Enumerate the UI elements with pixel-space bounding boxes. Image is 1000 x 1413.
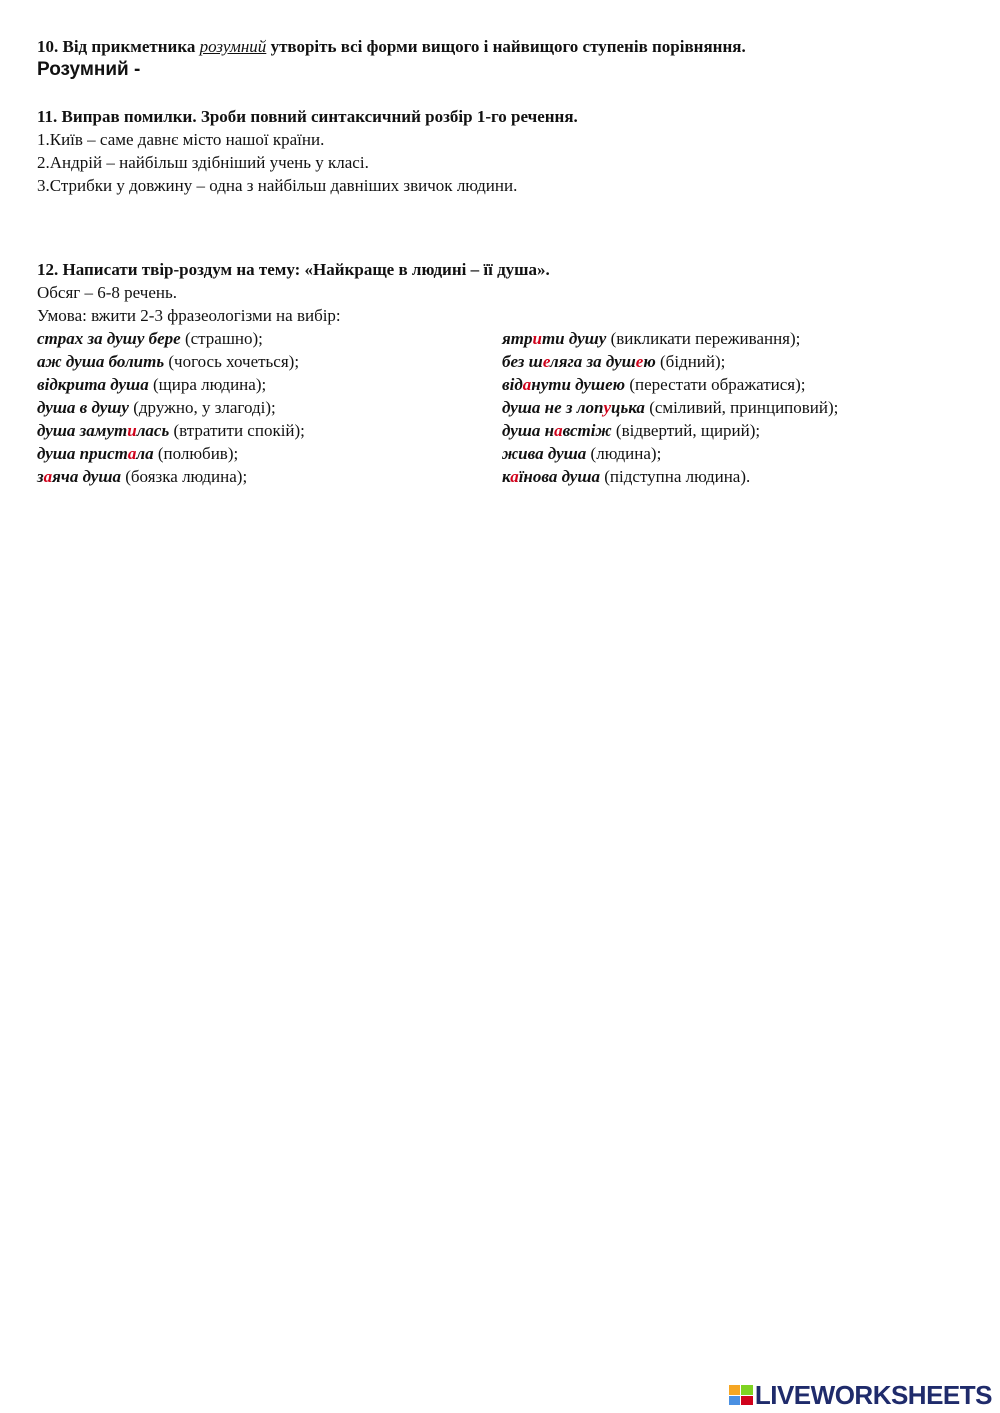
phraseology-item <box>502 442 967 465</box>
task10-prefix: 10. Від прикметника <box>37 37 200 56</box>
phrase-meaning: (дружно, у злагоді); <box>128 398 276 417</box>
task12-volume: Обсяг – 6-8 речень. <box>37 283 177 302</box>
liveworksheets-logo-icon <box>729 1385 753 1405</box>
phrase-meaning: (полюбив); <box>153 444 239 463</box>
stress-letter: и <box>127 421 137 440</box>
phrase-meaning: (підступна людина). <box>600 467 751 486</box>
phrase <box>502 467 600 486</box>
task10-word: розумний <box>199 37 267 56</box>
phrase-meaning: (втратити спокій); <box>169 421 305 440</box>
phrase-part: ти душу <box>541 329 607 348</box>
phraseology-column-right <box>502 327 967 488</box>
logo-square <box>741 1396 753 1406</box>
stress-letter: е <box>635 352 644 371</box>
stress-letter: а <box>554 421 563 440</box>
task10-suffix: утворіть всі форми вищого і найвищого ступенів порівняння. <box>266 37 746 56</box>
phrase-meaning: (відвертий, щирий); <box>611 421 761 440</box>
phraseology-item <box>37 396 502 419</box>
phrase-part: лась <box>136 421 170 440</box>
phraseology-item <box>502 350 967 373</box>
phrase-meaning: (страшно); <box>180 329 263 348</box>
phraseology-item <box>502 419 967 442</box>
phrase-meaning: (боязка людина); <box>121 467 248 486</box>
phraseology-item <box>37 419 502 442</box>
phrase <box>502 352 656 371</box>
phrase <box>502 329 606 348</box>
liveworksheets-brand: LIVEWORKSHEETS <box>754 1379 992 1410</box>
phrase-part: ятр <box>502 329 533 348</box>
stress-letter: а <box>522 375 532 394</box>
task10-title <box>37 36 967 58</box>
stress-letter: и <box>532 329 542 348</box>
phrase <box>37 398 129 417</box>
phrase <box>37 467 121 486</box>
phrase <box>37 421 169 440</box>
task12-title: 12. Написати твір-роздум на тему: «Найкраще в людині – її душа». <box>37 260 550 279</box>
phrase <box>502 375 625 394</box>
phraseology-item <box>502 327 967 350</box>
phrase <box>37 352 164 371</box>
stress-letter: у <box>603 398 612 417</box>
liveworksheets-footer <box>729 1379 992 1410</box>
phraseology-item <box>37 373 502 396</box>
phrase-part: ляга за душ <box>549 352 636 371</box>
logo-square <box>729 1396 741 1406</box>
phrase <box>37 375 149 394</box>
worksheet <box>37 36 967 488</box>
logo-square <box>741 1385 753 1395</box>
phrase-part: яча душа <box>52 467 121 486</box>
phrase-part: їнова душа <box>518 467 601 486</box>
phraseology-item <box>502 465 967 488</box>
phrase <box>502 421 612 440</box>
phrase-part: нути душею <box>531 375 626 394</box>
phrase-part: душа прист <box>37 444 128 463</box>
task11-title: 11. Виправ помилки. Зроби повний синтаксичний розбір 1-го речення. <box>37 107 578 126</box>
phrase-part: ла <box>136 444 154 463</box>
phrase-part: страх за душу бере <box>37 329 181 348</box>
phrase-part: без ш <box>502 352 543 371</box>
phrase-part: відкрита душа <box>37 375 149 394</box>
stress-letter: а <box>43 467 53 486</box>
phrase-part: к <box>502 467 511 486</box>
phrase <box>502 444 586 463</box>
phrase-part: душа н <box>502 421 555 440</box>
task10-answer-label: Розумний - <box>37 59 141 80</box>
phrase-part: ю <box>643 352 656 371</box>
phrase-meaning: (перестати ображатися); <box>625 375 806 394</box>
phrase-part: душа в душу <box>37 398 129 417</box>
phrase <box>37 329 181 348</box>
phrase-meaning: (людина); <box>586 444 662 463</box>
phrase-meaning: (бідний); <box>655 352 726 371</box>
stress-letter: а <box>127 444 137 463</box>
phrase-meaning: (сміливий, принциповий); <box>644 398 839 417</box>
phrase-part: жива душа <box>502 444 587 463</box>
phraseology-item <box>37 442 502 465</box>
phraseology-item <box>37 327 502 350</box>
task12-condition: Умова: вжити 2-3 фразеологізми на вибір: <box>37 306 341 325</box>
task11-sentence: 1.Київ – саме давнє місто нашої країни. <box>37 130 325 149</box>
task11-sentence: 2.Андрій – найбільш здібніший учень у класі. <box>37 153 369 172</box>
phrase-part: цька <box>611 398 645 417</box>
phraseology-item <box>502 373 967 396</box>
phraseology-list <box>37 327 967 488</box>
phrase-meaning: (викликати переживання); <box>606 329 801 348</box>
phraseology-item <box>37 465 502 488</box>
logo-square <box>729 1385 741 1395</box>
stress-letter: е <box>542 352 550 371</box>
phrase-part: з <box>37 467 44 486</box>
phrase-meaning: (чогось хочеться); <box>164 352 300 371</box>
phraseology-item <box>502 396 967 419</box>
phraseology-column-left <box>37 327 502 488</box>
phrase-part: встіж <box>562 421 612 440</box>
phrase-part: аж душа болить <box>37 352 165 371</box>
stress-letter: а <box>510 467 519 486</box>
phraseology-item <box>37 350 502 373</box>
phrase <box>37 444 154 463</box>
phrase-part: від <box>502 375 523 394</box>
phrase-part: душа замут <box>37 421 128 440</box>
phrase <box>502 398 645 417</box>
phrase-meaning: (щира людина); <box>148 375 267 394</box>
task11-sentence: 3.Стрибки у довжину – одна з найбільш давніших звичок людини. <box>37 176 518 195</box>
phrase-part: душа не з лоп <box>502 398 604 417</box>
